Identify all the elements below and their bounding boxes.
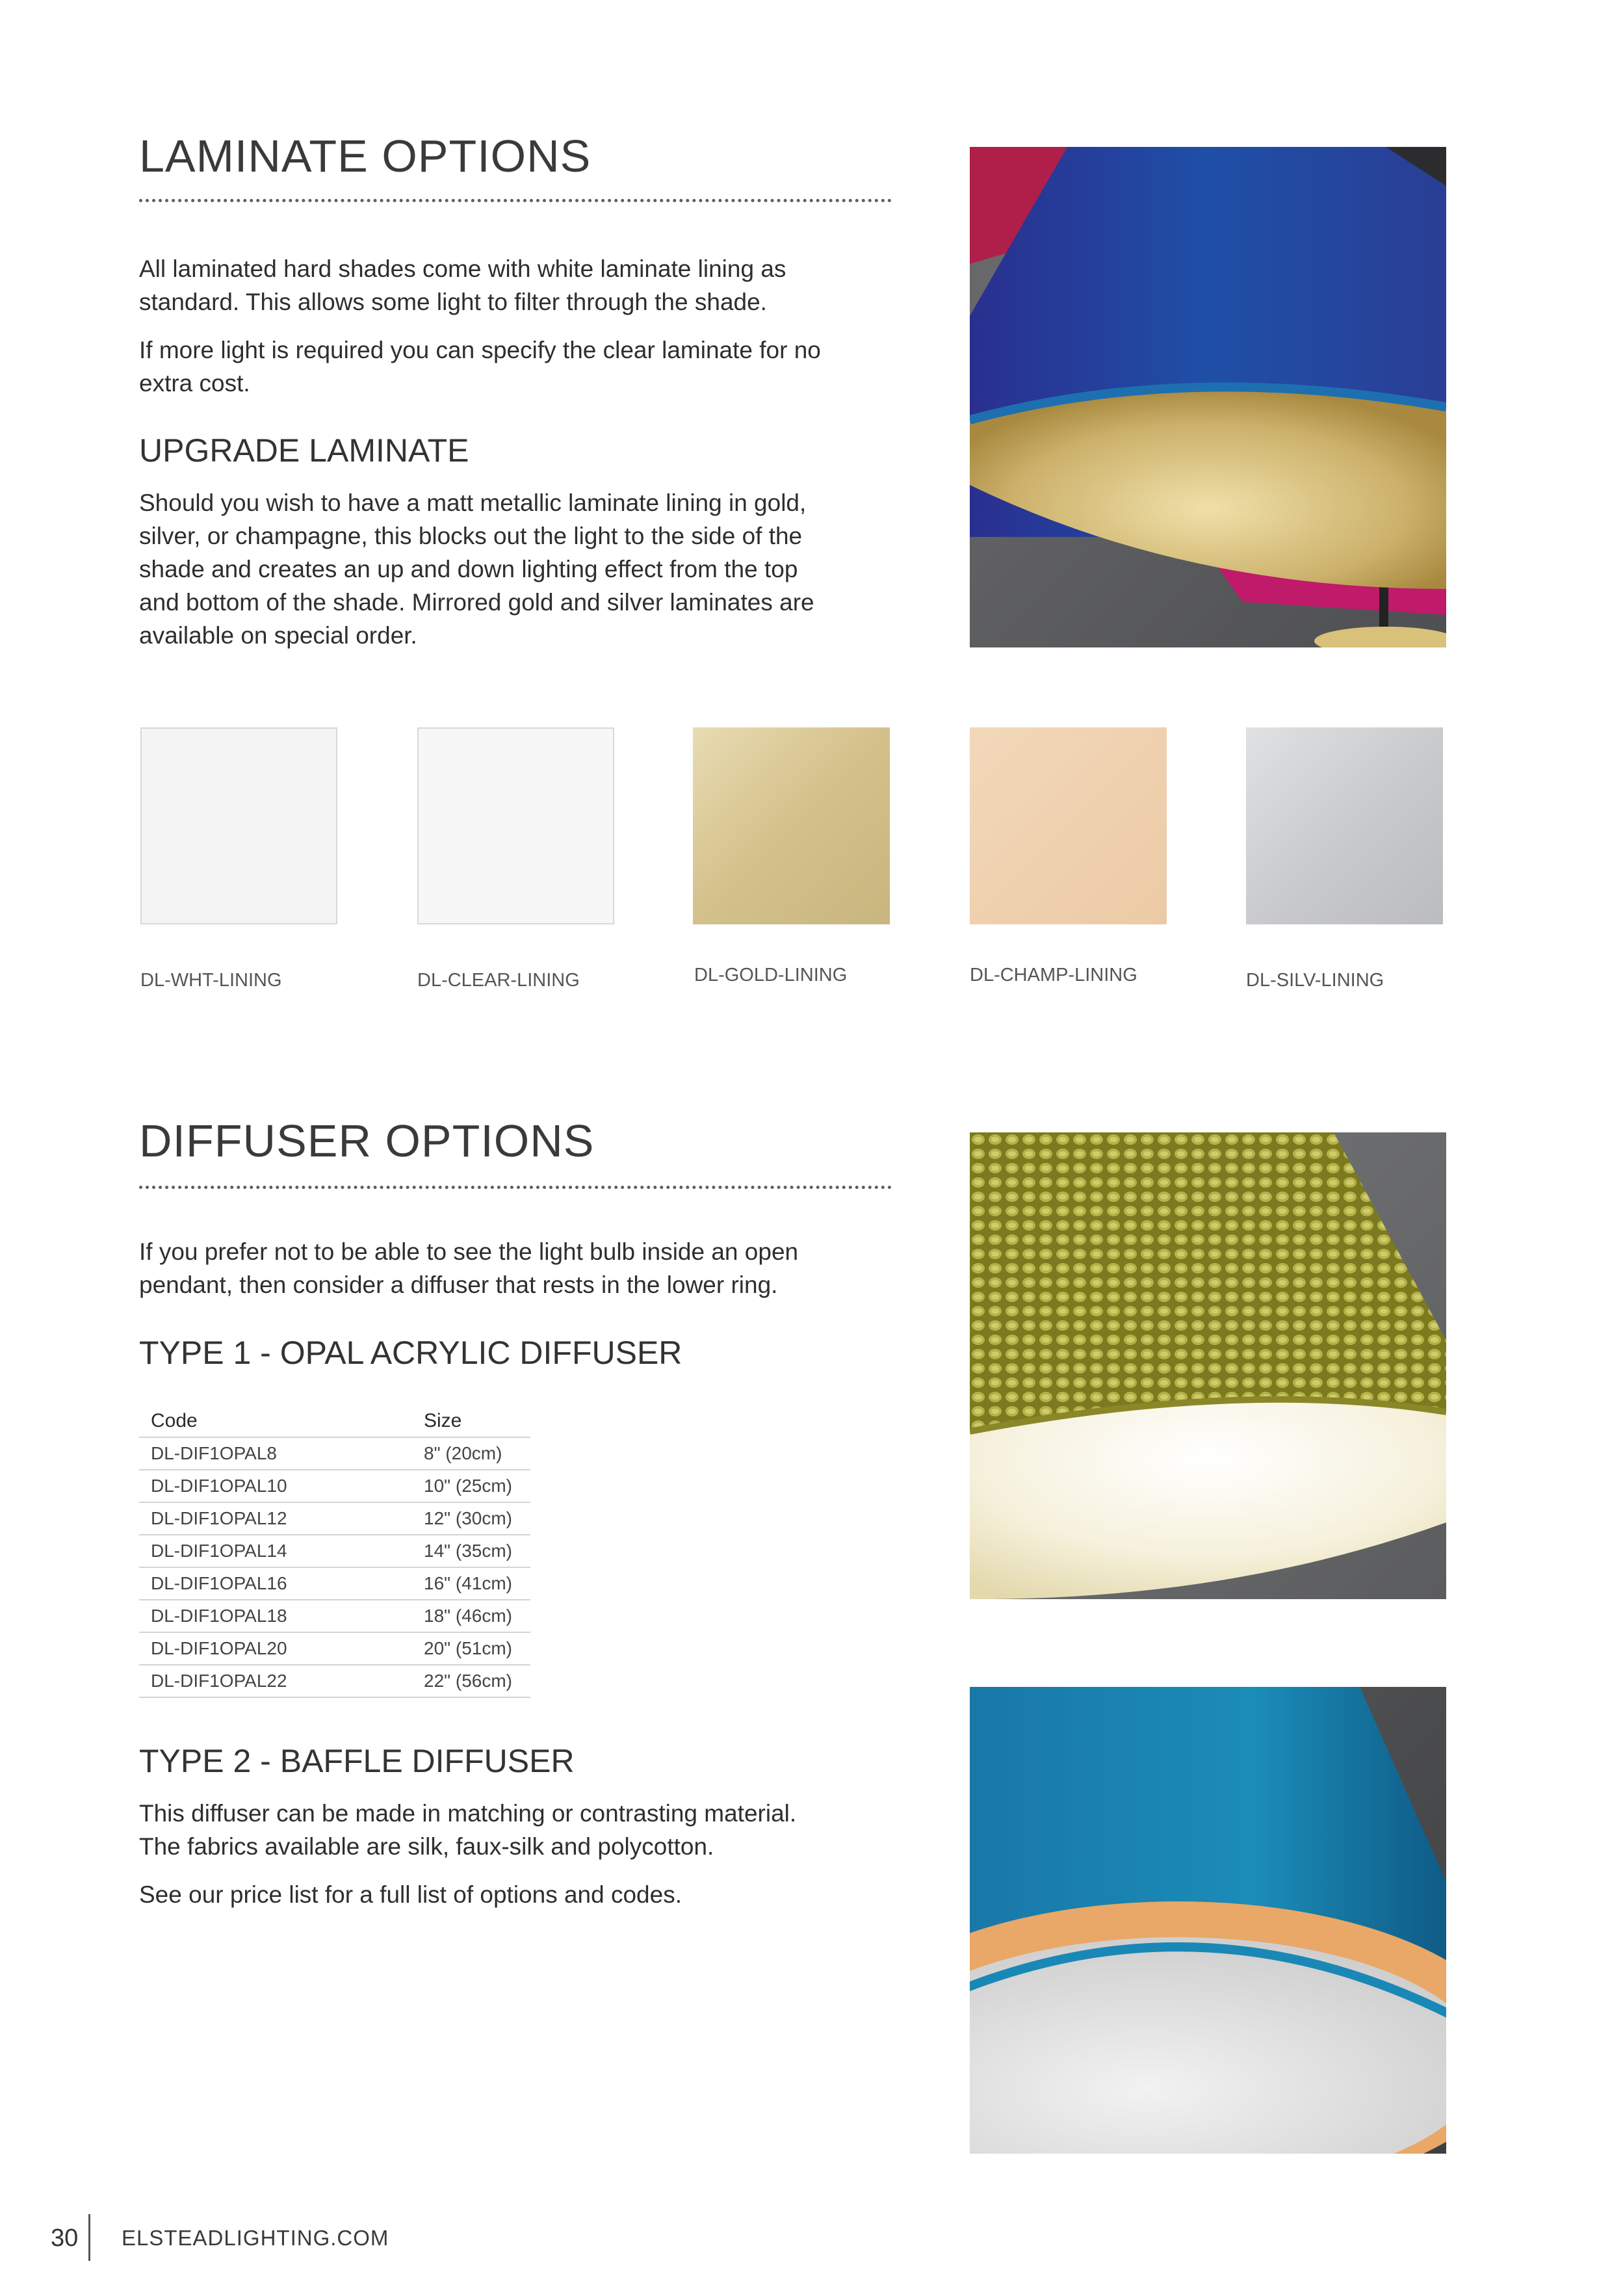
table-row bbox=[139, 1632, 530, 1665]
size-cell: 12" (30cm) bbox=[412, 1502, 530, 1535]
laminate-intro bbox=[139, 252, 887, 400]
size-cell: 8" (20cm) bbox=[412, 1437, 530, 1470]
diffuser-divider bbox=[139, 1186, 892, 1189]
para-line: This diffuser can be made in matching or contrasting material. bbox=[139, 1800, 797, 1827]
blue-shade-illustration bbox=[970, 147, 1446, 647]
swatch-white-lining bbox=[140, 727, 337, 924]
table-row bbox=[139, 1665, 530, 1697]
code-cell: DL-DIF1OPAL22 bbox=[139, 1665, 412, 1697]
para-line: extra cost. bbox=[139, 370, 250, 397]
teal-shade-illustration bbox=[970, 1687, 1446, 2154]
code-cell: DL-DIF1OPAL8 bbox=[139, 1437, 412, 1470]
swatch-gold-lining bbox=[693, 727, 890, 924]
swatch-label: DL-SILV-LINING bbox=[1246, 970, 1384, 991]
para-line: See our price list for a full list of options and codes. bbox=[139, 1881, 682, 1908]
para-line: The fabrics available are silk, faux-silk and polycotton. bbox=[139, 1833, 714, 1860]
para-line: Should you wish to have a matt metallic laminate lining in gold, bbox=[139, 489, 807, 516]
code-cell: DL-DIF1OPAL18 bbox=[139, 1600, 412, 1632]
upgrade-paragraph bbox=[139, 486, 887, 652]
size-cell: 14" (35cm) bbox=[412, 1535, 530, 1567]
size-cell: 22" (56cm) bbox=[412, 1665, 530, 1697]
photo-teal-shade-baffle bbox=[970, 1687, 1446, 2154]
code-cell: DL-DIF1OPAL12 bbox=[139, 1502, 412, 1535]
opal-diffuser-table bbox=[139, 1405, 530, 1698]
table-row bbox=[139, 1502, 530, 1535]
table-row bbox=[139, 1437, 530, 1470]
code-cell: DL-DIF1OPAL14 bbox=[139, 1535, 412, 1567]
table-header-size: Size bbox=[412, 1405, 530, 1437]
type1-heading: TYPE 1 - OPAL ACRYLIC DIFFUSER bbox=[139, 1335, 682, 1371]
para-line: If more light is required you can specify the clear laminate for no bbox=[139, 337, 821, 363]
para-line: and bottom of the shade. Mirrored gold and silver laminates are bbox=[139, 589, 814, 616]
code-cell: DL-DIF1OPAL20 bbox=[139, 1632, 412, 1665]
type2-paragraph bbox=[139, 1797, 887, 1911]
para-line: available on special order. bbox=[139, 622, 417, 649]
green-shade-illustration bbox=[970, 1132, 1446, 1599]
table-header-row bbox=[139, 1405, 530, 1437]
table-row bbox=[139, 1470, 530, 1502]
laminate-divider bbox=[139, 199, 892, 202]
para-line: silver, or champagne, this blocks out the light to the side of the bbox=[139, 523, 803, 549]
size-cell: 16" (41cm) bbox=[412, 1567, 530, 1600]
size-cell: 18" (46cm) bbox=[412, 1600, 530, 1632]
page-number: 30 bbox=[51, 2224, 79, 2252]
size-cell: 20" (51cm) bbox=[412, 1632, 530, 1665]
code-cell: DL-DIF1OPAL16 bbox=[139, 1567, 412, 1600]
size-cell: 10" (25cm) bbox=[412, 1470, 530, 1502]
swatch-silver-lining bbox=[1246, 727, 1443, 924]
swatch-label: DL-WHT-LINING bbox=[140, 970, 282, 991]
table-header-code: Code bbox=[139, 1405, 412, 1437]
table-row bbox=[139, 1567, 530, 1600]
para-line: All laminated hard shades come with white laminate lining as bbox=[139, 255, 786, 282]
diffuser-heading: DIFFUSER OPTIONS bbox=[139, 1115, 595, 1166]
type2-heading: TYPE 2 - BAFFLE DIFFUSER bbox=[139, 1743, 575, 1779]
para-line: If you prefer not to be able to see the light bulb inside an open bbox=[139, 1238, 799, 1265]
para-line: shade and creates an up and down lighting effect from the top bbox=[139, 556, 798, 582]
swatch-clear-lining bbox=[417, 727, 614, 924]
table-row bbox=[139, 1600, 530, 1632]
swatch-label: DL-CLEAR-LINING bbox=[417, 970, 580, 991]
photo-blue-shade-gold-lining bbox=[970, 147, 1446, 647]
para-line: standard. This allows some light to filter through the shade. bbox=[139, 289, 767, 315]
photo-green-honeycomb-shade bbox=[970, 1132, 1446, 1599]
swatch-label: DL-GOLD-LINING bbox=[694, 965, 848, 985]
table-row bbox=[139, 1535, 530, 1567]
swatch-label: DL-CHAMP-LINING bbox=[970, 965, 1137, 985]
upgrade-heading: UPGRADE LAMINATE bbox=[139, 432, 469, 469]
website-url: ELSTEADLIGHTING.COM bbox=[122, 2226, 389, 2250]
diffuser-intro bbox=[139, 1235, 887, 1301]
laminate-heading: LAMINATE OPTIONS bbox=[139, 131, 591, 181]
swatch-champagne-lining bbox=[970, 727, 1167, 924]
footer-divider bbox=[88, 2214, 90, 2261]
code-cell: DL-DIF1OPAL10 bbox=[139, 1470, 412, 1502]
para-line: pendant, then consider a diffuser that rests in the lower ring. bbox=[139, 1272, 778, 1298]
